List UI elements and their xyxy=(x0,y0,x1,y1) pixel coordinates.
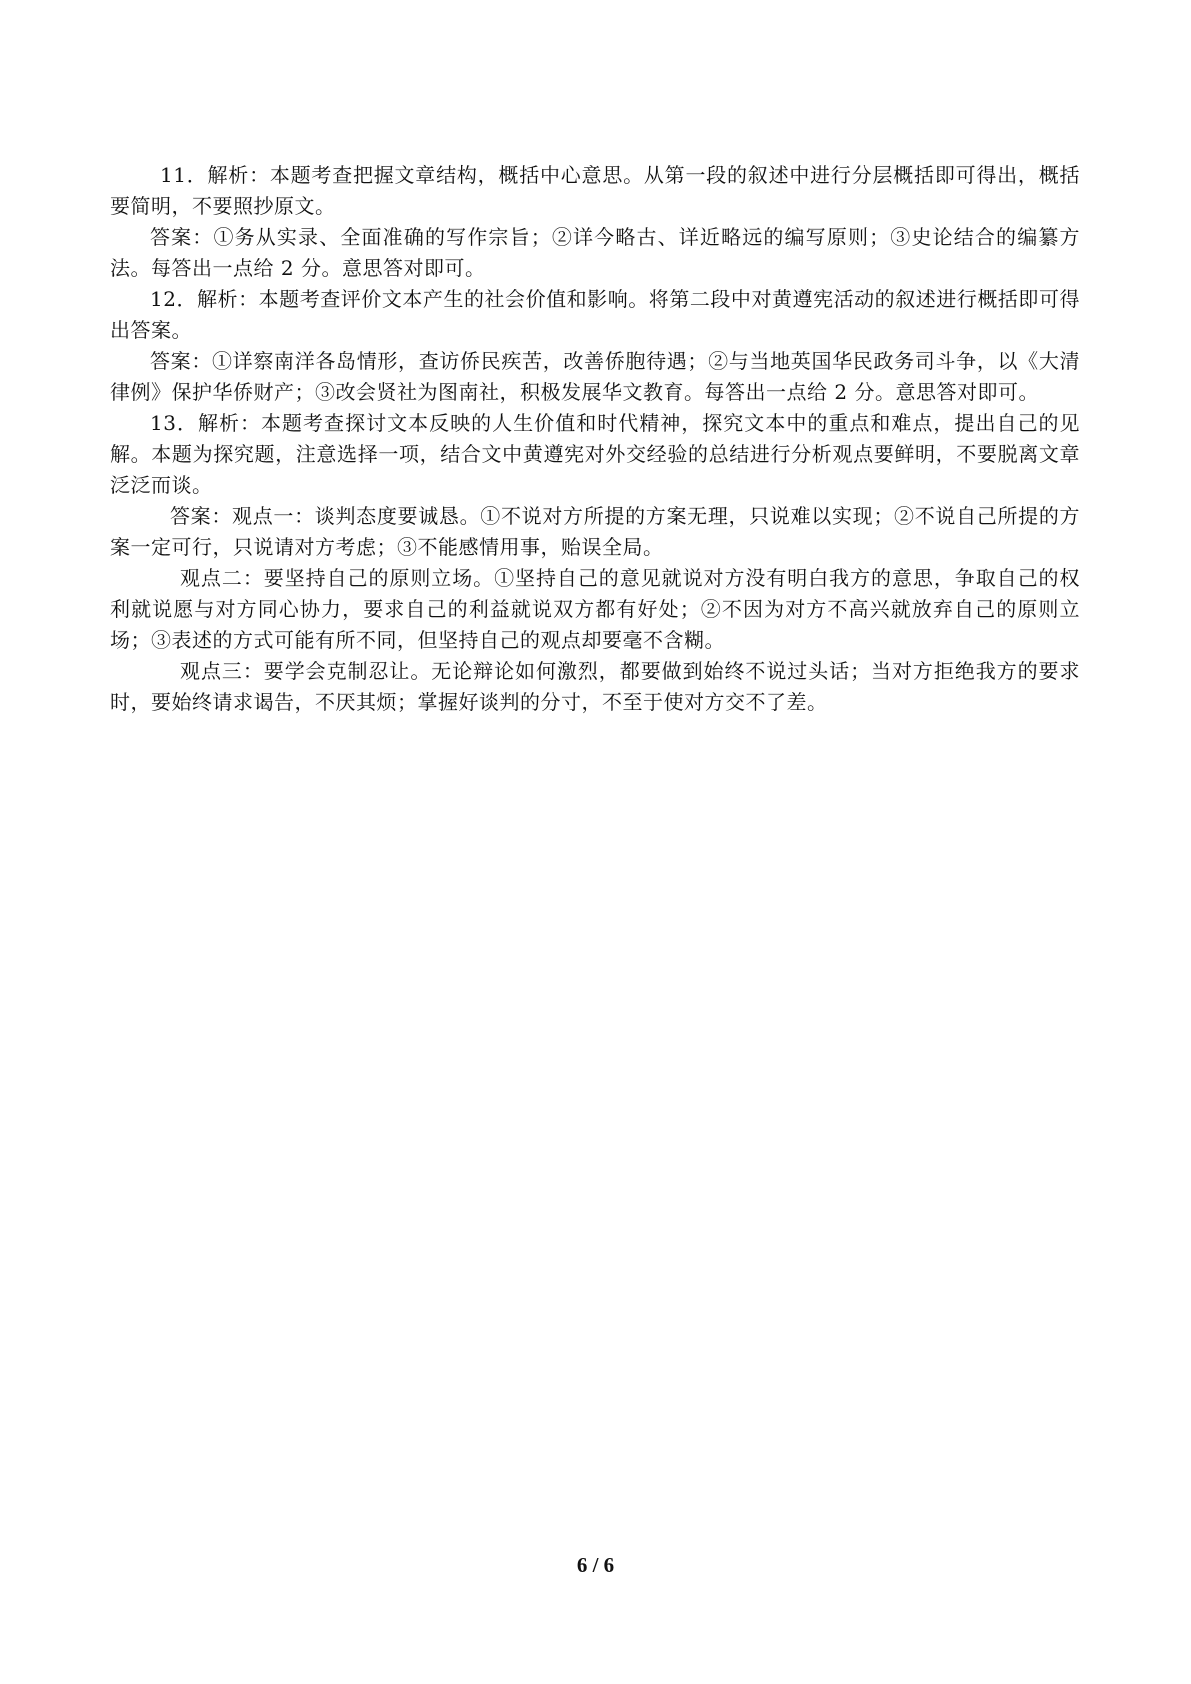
document-body xyxy=(110,160,1080,718)
analysis-12-paragraph: 12．解析：本题考查评价文本产生的社会价值和影响。将第二段中对黄遵宪活动的叙述进行概括即可得出答案。 xyxy=(110,287,1080,342)
answer-11-paragraph: 答案：①务从实录、全面准确的写作宗旨；②详今略古、详近略远的编写原则；③史论结合的编纂方法。每答出一点给 2 分。意思答对即可。 xyxy=(110,225,1080,280)
page-number: 6 / 6 xyxy=(576,1553,615,1577)
answer-13-viewpoint-1-paragraph: 答案：观点一：谈判态度要诚恳。①不说对方所提的方案无理，只说难以实现；②不说自己所提的方案一定可行，只说请对方考虑；③不能感情用事，贻误全局。 xyxy=(110,504,1080,559)
analysis-13-paragraph: 13．解析：本题考查探讨文本反映的人生价值和时代精神，探究文本中的重点和难点，提出自己的见解。本题为探究题，注意选择一项，结合文中黄遵宪对外交经验的总结进行分析观点要鲜明，不要脱离文章泛泛而谈。 xyxy=(110,411,1080,497)
answer-12-paragraph: 答案：①详察南洋各岛情形，查访侨民疾苦，改善侨胞待遇；②与当地英国华民政务司斗争，以《大清律例》保护华侨财产；③改会贤社为图南社，积极发展华文教育。每答出一点给 2 分。意思答对即可。 xyxy=(110,349,1080,404)
answer-13-viewpoint-3-paragraph: 观点三：要学会克制忍让。无论辩论如何激烈，都要做到始终不说过头话；当对方拒绝我方的要求时，要始终请求谒告，不厌其烦；掌握好谈判的分寸，不至于使对方交不了差。 xyxy=(110,659,1080,714)
answer-13-viewpoint-2-paragraph: 观点二：要坚持自己的原则立场。①坚持自己的意见就说对方没有明白我方的意思，争取自己的权利就说愿与对方同心协力，要求自己的利益就说双方都有好处；②不因为对方不高兴就放弃自己的原则立场；③表述的方式可能有所不同，但坚持自己的观点却要毫不含糊。 xyxy=(110,566,1080,652)
analysis-11-paragraph: 11．解析：本题考查把握文章结构，概括中心意思。从第一段的叙述中进行分层概括即可得出，概括要简明，不要照抄原文。 xyxy=(110,163,1080,218)
